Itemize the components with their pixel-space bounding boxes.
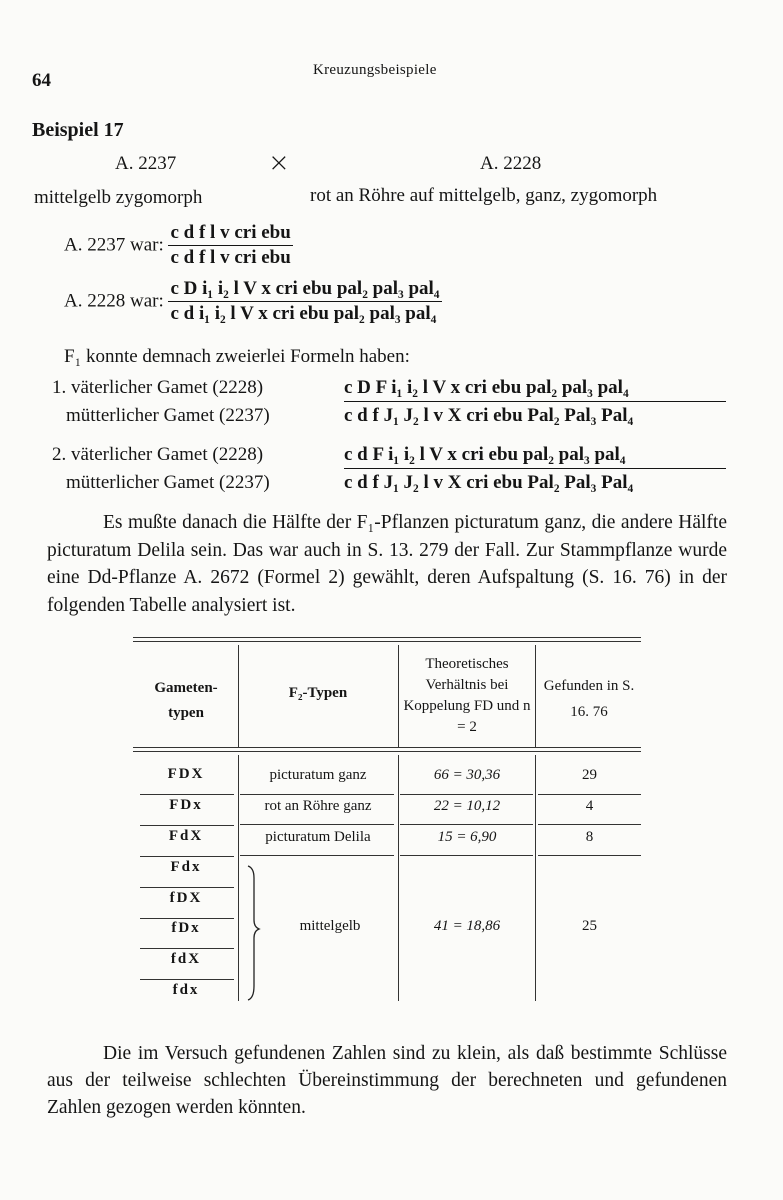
row-divider [140, 856, 234, 857]
f2-type-cell: mittelgelb [299, 918, 361, 934]
paternal-gamete-1: c D F i₁ i₂ l V x cri ebu pal₂ pal₃ pal₄ [344, 377, 726, 402]
page-number: 64 [32, 70, 51, 91]
formula-denominator: c d i₁ i₂ l V x cri ebu pal₂ pal₃ pal₄ [170, 303, 437, 324]
right-parent: A. 2228 [480, 153, 542, 174]
row-divider [140, 948, 234, 949]
f1-intro: F₁ konnte demnach zweierlei Formeln haben: [64, 346, 410, 367]
theory-cell: 15 = 6,90 [437, 829, 497, 845]
found-cell: 4 [585, 798, 594, 814]
paragraph-analysis: Es mußte danach die Hälfte der F₁-Pflanzen picturatum ganz, die andere Hälfte picturatum Delila sein. Das war auch in S. 13. 279 der Fall. Zur Stammpflanze wurde eine Dd-Pflanze A. 2672 (Formel 2) gewählt, deren Aufspaltung (S. 16. 76) in der folgenden Tabelle analysiert ist. [47, 512, 727, 616]
gamete-type-cell: FDX [167, 766, 205, 782]
maternal-gamete-1: c d f J₁ J₂ l v X cri ebu Pal₂ Pal₃ Pal₄ [344, 405, 634, 426]
maternal-gamete-2: c d f J₁ J₂ l v X cri ebu Pal₂ Pal₃ Pal₄ [344, 472, 634, 493]
maternal-label-1: mütterlicher Gamet (2237) [66, 405, 270, 426]
gamete-type-cell: fDx [171, 920, 201, 936]
formula-a2237 [64, 222, 293, 269]
maternal-label-2: mütterlicher Gamet (2237) [66, 472, 270, 493]
gamete-type-cell: fdX [170, 951, 202, 967]
formula-a2228 [64, 278, 442, 325]
header-gametes: Gameten-typen [154, 680, 218, 721]
paternal-label-2: 2. väterlicher Gamet (2228) [52, 444, 264, 465]
row-divider [140, 979, 234, 980]
cross-symbol: × [268, 148, 290, 178]
row-divider [140, 887, 234, 888]
gamete-type-cell: fDX [169, 890, 203, 906]
formula-denominator: c d f l v cri ebu [170, 247, 291, 268]
found-cell: 29 [582, 767, 597, 783]
paragraph-conclusion: Die im Versuch gefundenen Zahlen sind zu klein, als daß bestimmte Schlüsse aus der teilweise schlechten Übereinstimmung der berechneten und gefundenen Zahlen gezogen werden könnten. [47, 1043, 727, 1118]
theory-cell: 22 = 10,12 [433, 798, 501, 814]
header-found: Gefunden in S. 16. 76 [543, 678, 635, 720]
formula-numerator: c D i₁ i₂ l V x cri ebu pal₂ pal₃ pal₄ [168, 278, 441, 302]
f2-type-cell: rot an Röhre ganz [264, 798, 372, 814]
gamete-type-cell: FdX [168, 828, 204, 844]
f2-type-cell: picturatum ganz [269, 767, 367, 783]
row-divider [140, 825, 234, 826]
formula-numerator: c d f l v cri ebu [168, 222, 292, 246]
formula-label: A. 2228 war: [64, 290, 164, 312]
theory-cell: 41 = 18,86 [433, 918, 501, 934]
paternal-label-1: 1. väterlicher Gamet (2228) [52, 377, 264, 398]
formula-label: A. 2237 war: [64, 234, 164, 256]
gamete-type-cell: fdx [172, 982, 200, 998]
header-theory: Theoretisches Verhältnis bei Koppelung FD und n = 2 [403, 656, 531, 735]
found-cell: 25 [582, 918, 597, 934]
running-title: Kreuzungsbeispiele [313, 62, 437, 78]
found-cell: 8 [585, 829, 594, 845]
row-divider [140, 794, 234, 795]
gamete-type-cell: Fdx [170, 859, 202, 875]
section-title: Beispiel 17 [32, 119, 124, 141]
header-f2-types: F₂-Typen [288, 685, 348, 701]
f2-type-cell: picturatum Delila [265, 829, 371, 845]
left-parent: A. 2237 [115, 153, 177, 174]
paternal-gamete-2: c d F i₁ i₂ l V x cri ebu pal₂ pal₃ pal₄ [344, 444, 726, 469]
curly-brace [244, 864, 264, 1004]
left-phenotype: mittelgelb zygomorph [34, 187, 203, 208]
gamete-type-cell: FDx [169, 797, 203, 813]
theory-cell: 66 = 30,36 [433, 767, 501, 783]
right-phenotype: rot an Röhre auf mittelgelb, ganz, zygomorph [310, 185, 658, 206]
